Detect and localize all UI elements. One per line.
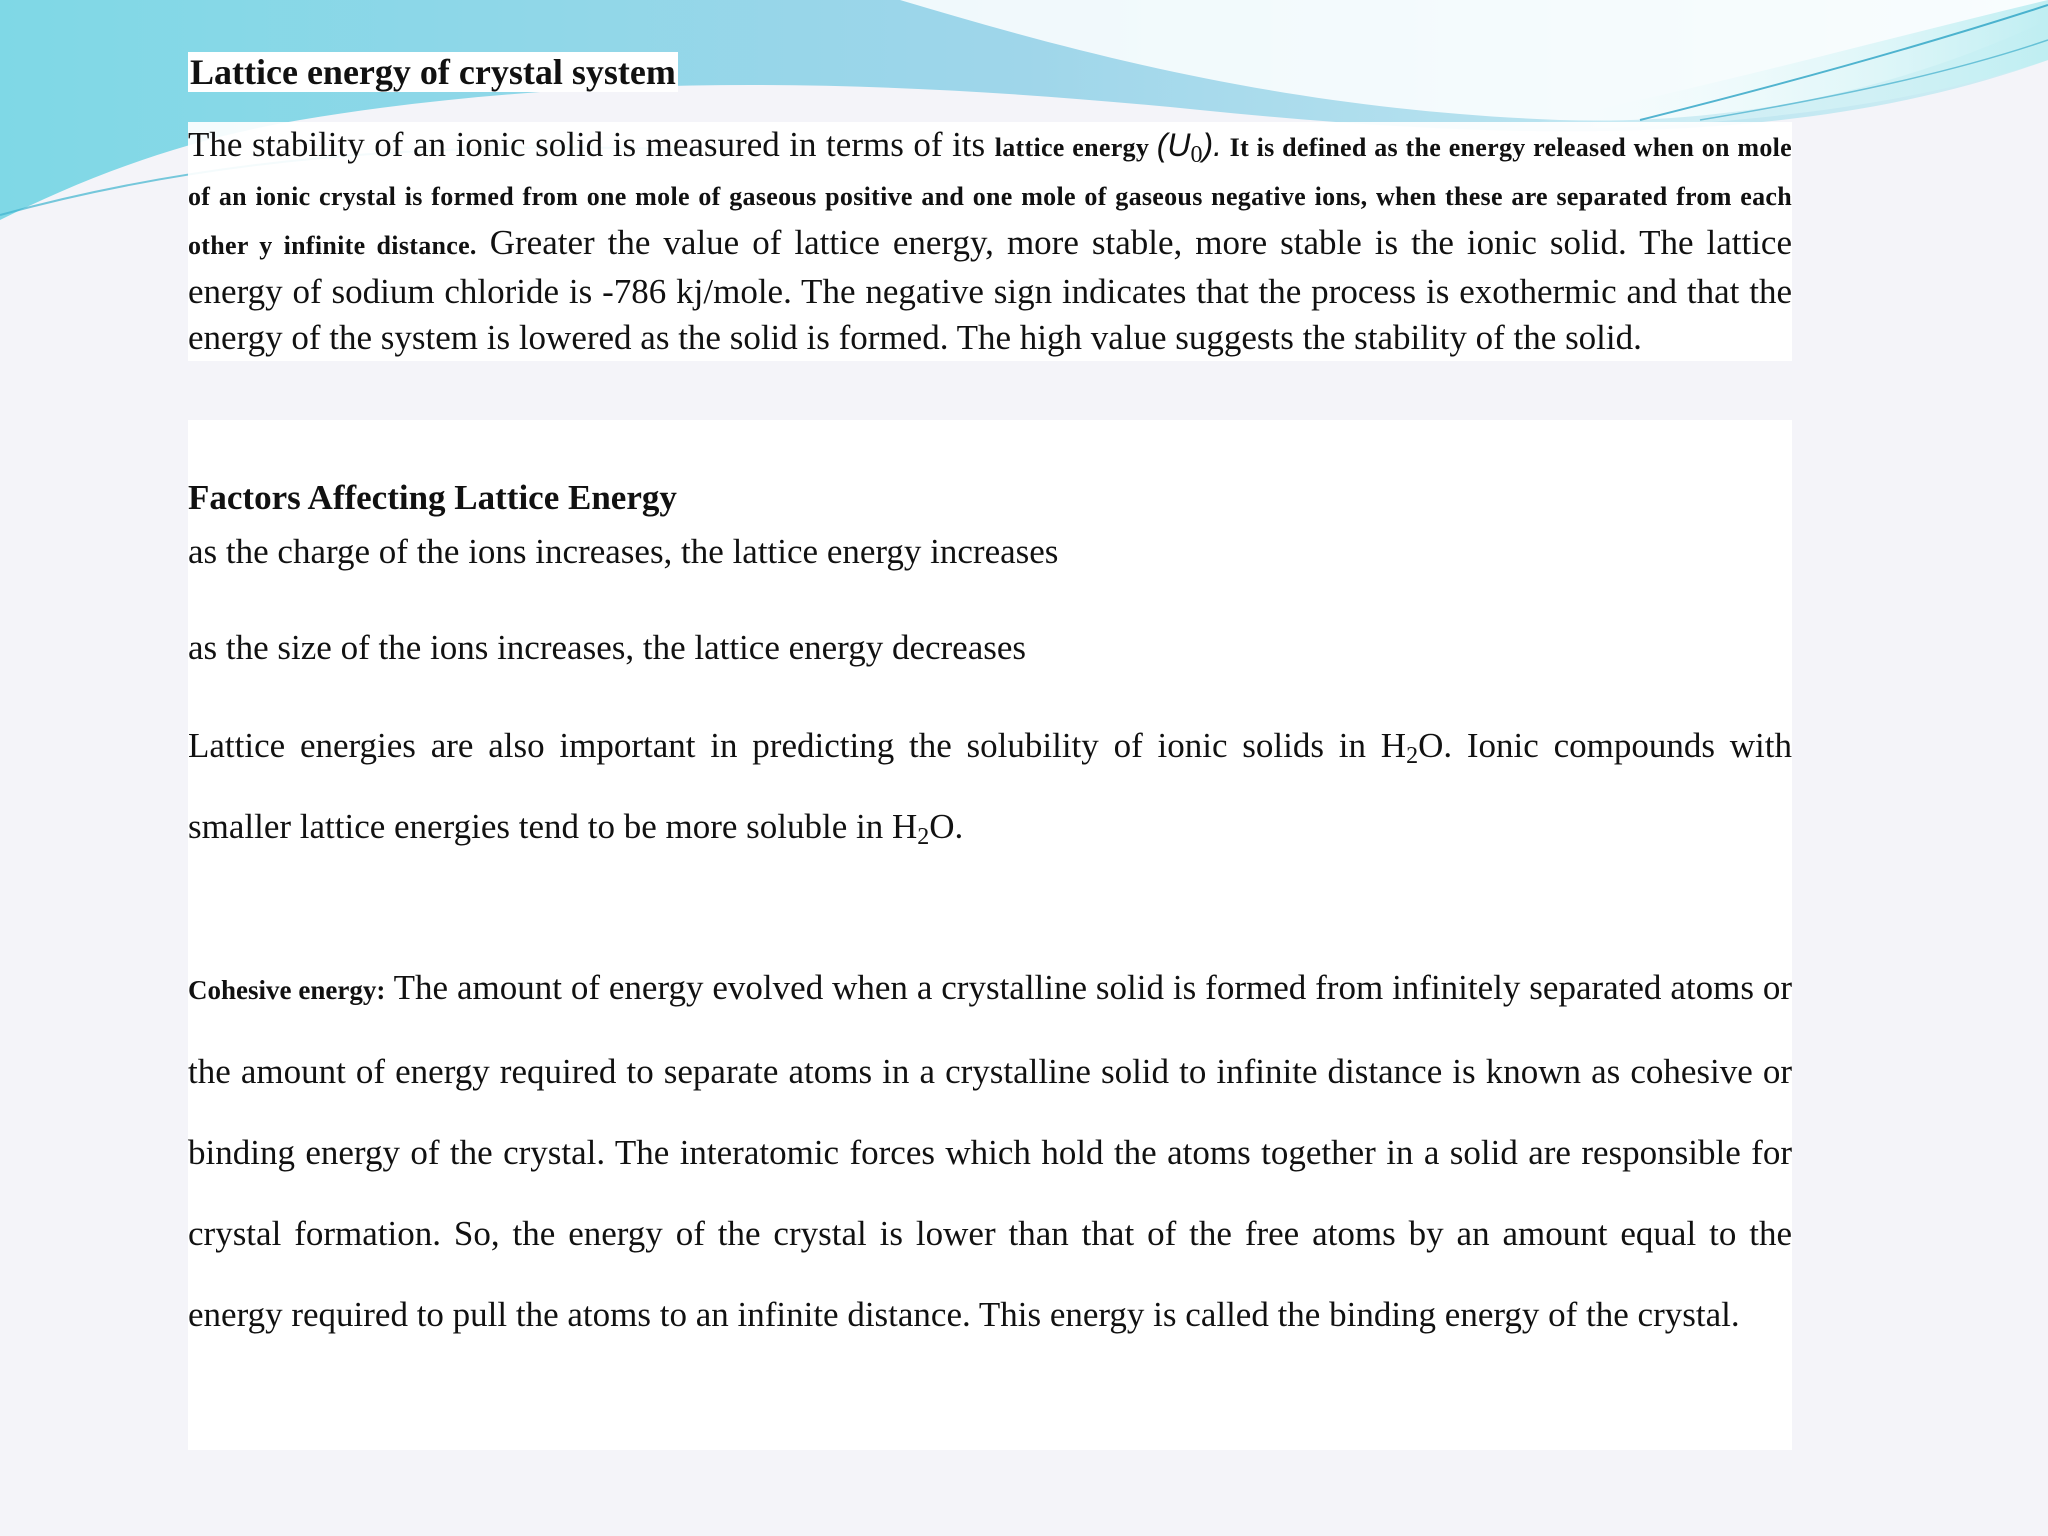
para1-rest: Greater the value of lattice energy, more stable, more stable is the ionic solid. The lattice energy of sodium chloride is -786 kj/mole. The negative sign indicates that the process is exothermic and that the energy of the system is lowered as the solid is formed. The high value suggests the stability of the solid. [188, 223, 1792, 357]
para1-symbol-open: ( [1156, 127, 1168, 163]
para1-symbol: U [1167, 127, 1191, 163]
para1-bold-definition: It is defined as the energy released when on mole of an ionic crystal is formed from one mole of gaseous positive and one mole of gaseous negative ions, when these are separated from each other y infinite distance. [188, 133, 1792, 260]
para1-intro: The stability of an ionic solid is measured in terms of its [188, 125, 995, 164]
solubility-sub-1: 2 [1406, 743, 1419, 769]
solubility-paragraph [188, 705, 1792, 867]
solubility-text-c: O. [929, 807, 964, 846]
cohesive-energy-label: Cohesive energy: [188, 975, 386, 1005]
para1-symbol-close: ). [1202, 127, 1223, 163]
para1-symbol-sub: 0 [1190, 142, 1203, 168]
factor-charge: as the charge of the ions increases, the lattice energy increases [188, 532, 1059, 571]
solubility-text-b: O. Ionic compounds with smaller lattice energies tend to be more soluble in H [188, 726, 1792, 846]
section-title-lattice-energy: Lattice energy of crystal system [190, 52, 676, 92]
cohesive-energy-paragraph [188, 947, 1792, 1355]
section-heading-factors: Factors Affecting Lattice Energy [188, 478, 677, 517]
factor-size: as the size of the ions increases, the lattice energy decreases [188, 628, 1027, 667]
lattice-energy-paragraph [188, 122, 1792, 361]
solubility-sub-2: 2 [917, 824, 930, 850]
para1-bold-term: lattice energy [994, 133, 1157, 162]
cohesive-energy-text: The amount of energy evolved when a crystalline solid is formed from infinitely separated atoms or the amount of energy required to separate atoms in a crystalline solid to infinite distance is known as cohesive or binding energy of the crystal. The interatomic forces which hold the atoms together in a solid are responsible for crystal formation. So, the energy of the crystal is lower than that of the free atoms by an amount equal to the energy required to pull the atoms to an infinite distance. This energy is called the binding energy of the crystal. [188, 968, 1792, 1334]
solubility-text-a: Lattice energies are also important in predicting the solubility of ionic solids in H [188, 726, 1407, 765]
